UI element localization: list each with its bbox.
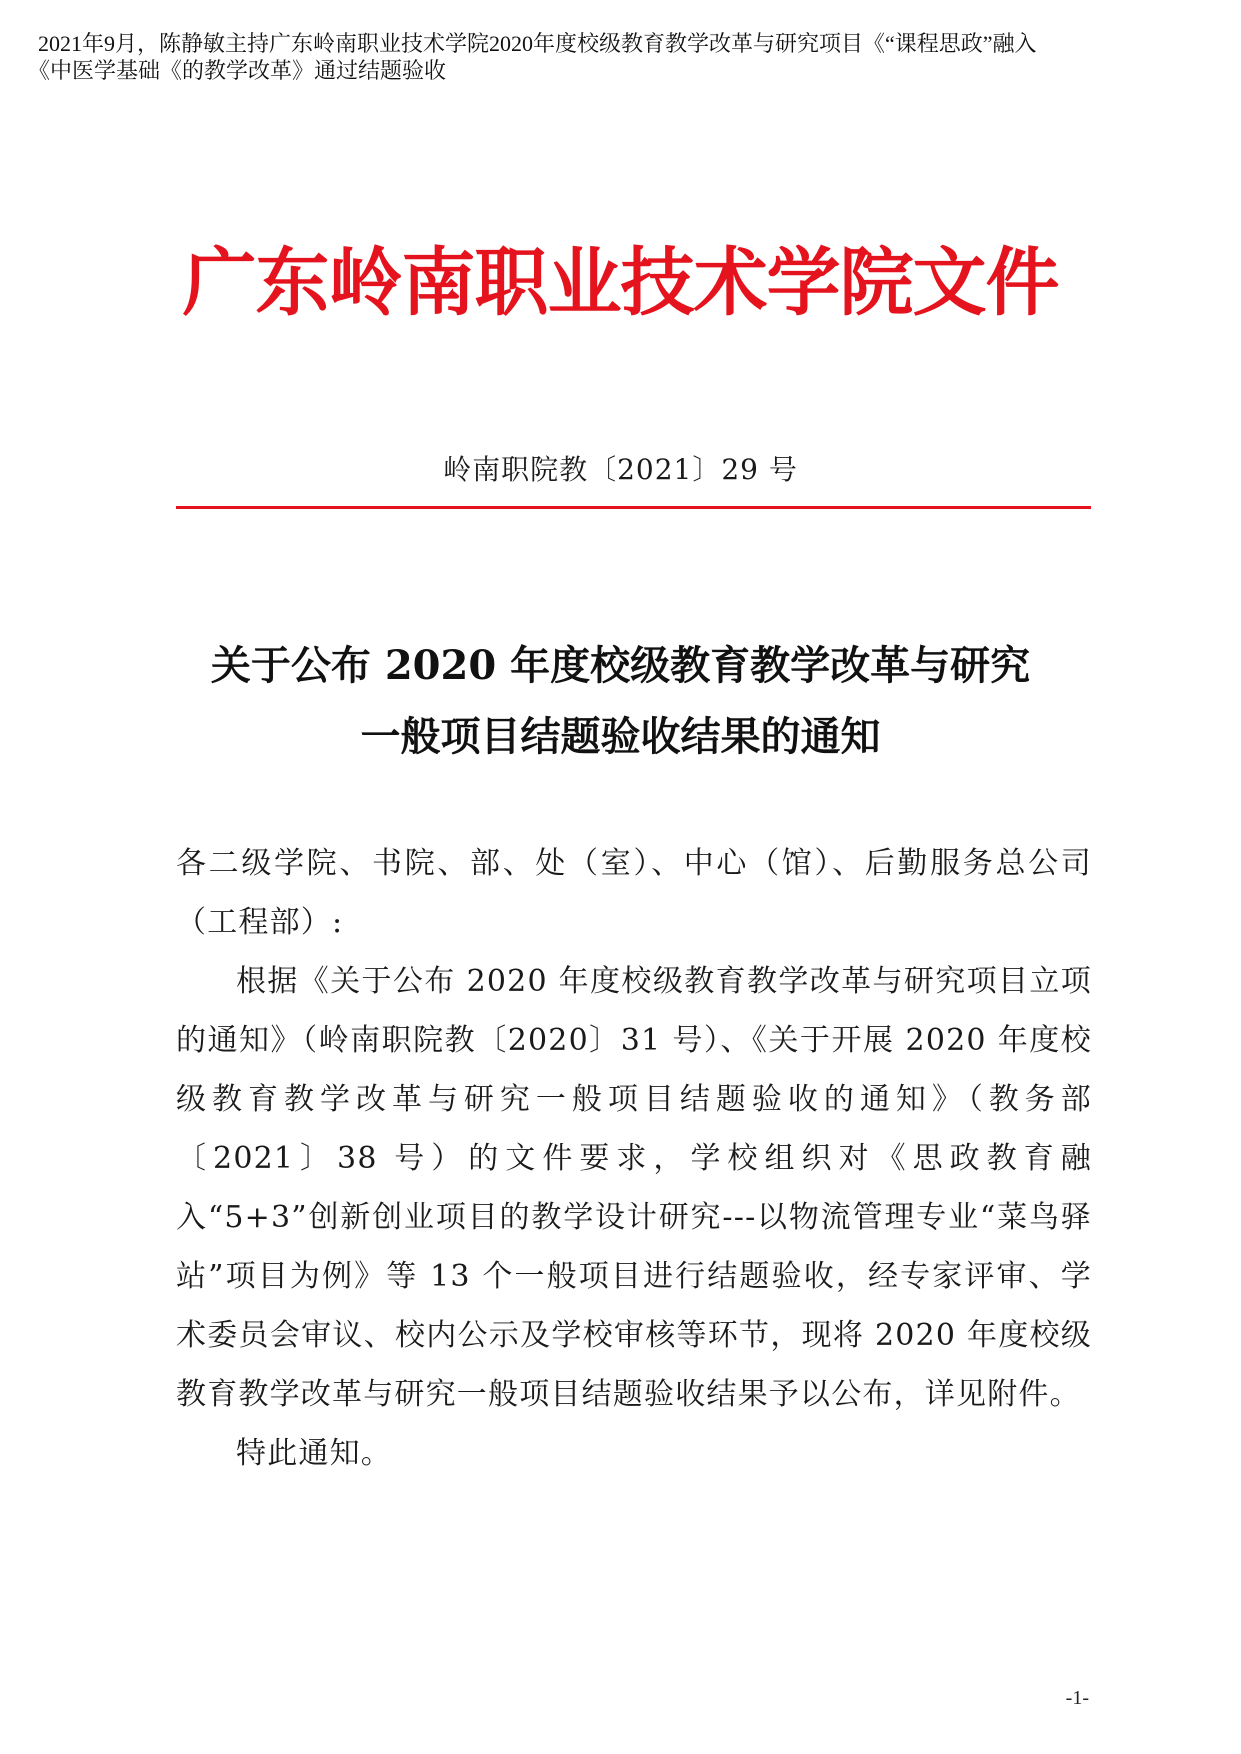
page-number: -1- [1065,1687,1089,1709]
image-caption [28,30,1208,84]
title-line-2: 一般项目结题验收结果的通知 [360,713,881,760]
title-line-1: 关于公布 2020 年度校级教育教学改革与研究 [210,642,1031,689]
document-number: 岭南职院教〔2021〕29 号 [443,453,798,486]
closing-line: 特此通知。 [236,1436,392,1471]
caption-line-1: 2021年9月，陈静敏主持广东岭南职业技术学院2020年度校级教育教学改革与研究项目《“课程思政”融入 [38,31,1037,56]
header-divider [176,506,1091,509]
body-paragraph: 根据《关于公布 2020 年度校级教育教学改革与研究项目立项的通知》（岭南职院教〔2020〕31 号）、《关于开展 2020 年度校级教育教学改革与研究一般项目结题验收的通知》（教务部〔2021〕38 号）的文件要求，学校组织对《思政教育融入“5+3”创新创业项目的教学设计研究---以物流管理专业“菜鸟驿站”项目为例》等 13 个一般项目进行结题验收，经专家评审、学术委员会审议、校内公示及学校审核等环节，现将 2020 年度校级教育教学改革与研究一般项目结题验收结果予以公布，详见附件。 [176,964,1092,1412]
notice-body [176,834,1092,1483]
document-header: 广东岭南职业技术学院文件 [182,240,1059,326]
recipients-line: 各二级学院、书院、部、处（室）、中心（馆）、后勤服务总公司（工程部）: [176,846,1092,940]
notice-title [0,630,1241,772]
caption-line-2: 《中医学基础《的教学改革》通过结题验收 [28,58,447,83]
